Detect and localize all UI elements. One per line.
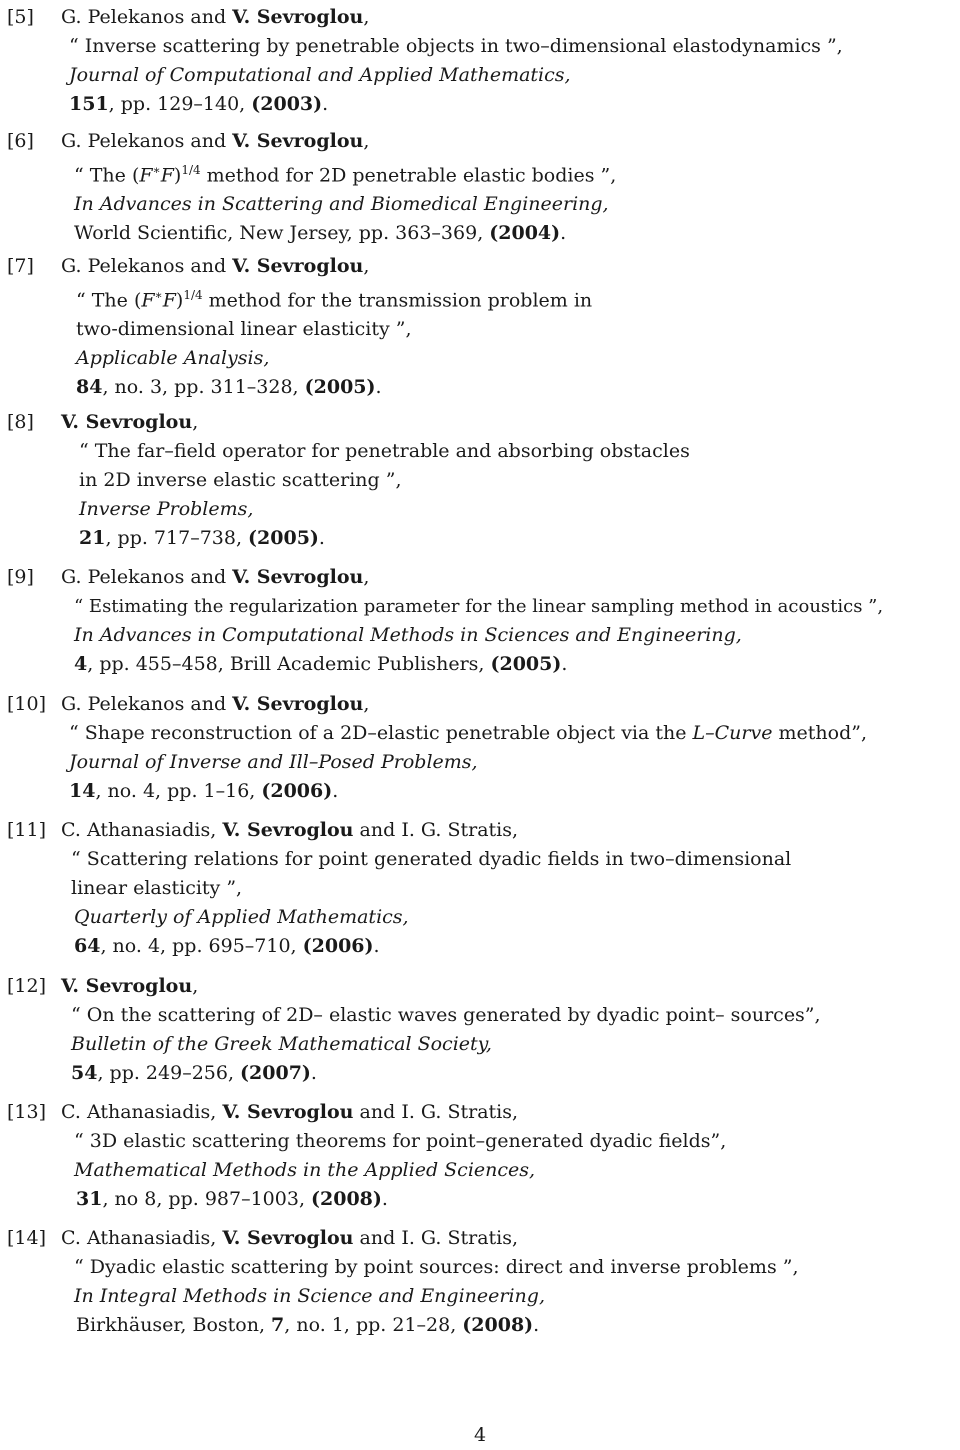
- reference-number: [8]: [7, 411, 34, 433]
- reference-number: [9]: [7, 566, 34, 588]
- reference-number: [7]: [7, 255, 34, 277]
- reference-body: [61, 1098, 726, 1214]
- reference-journal: In Integral Methods in Science and Engineering,: [74, 1285, 545, 1307]
- reference-title: “ 3D elastic scattering theorems for point–generated dyadic fields”,: [74, 1130, 727, 1152]
- reference-citation: 54, pp. 249–256, (2007).: [71, 1062, 317, 1084]
- reference-title-continued: linear elasticity ”,: [71, 877, 243, 899]
- reference-journal: Journal of Inverse and Ill–Posed Problems,: [69, 751, 478, 773]
- reference-body: [61, 3, 843, 119]
- reference-number: [11]: [7, 819, 47, 841]
- reference-title-continued: in 2D inverse elastic scattering ”,: [79, 469, 402, 491]
- reference-title: “ The $(F^∗F)^{1/4}$ method for 2D penetrable elastic bodies ”,: [74, 163, 617, 187]
- reference-journal: Mathematical Methods in the Applied Sciences,: [74, 1159, 536, 1181]
- reference-authors: C. Athanasiadis, V. Sevroglou and I. G. Stratis,: [61, 1227, 519, 1249]
- reference-citation: 64, no. 4, pp. 695–710, (2006).: [74, 935, 380, 957]
- reference-citation: 21, pp. 717–738, (2005).: [79, 527, 325, 549]
- reference-citation: 31, no 8, pp. 987–1003, (2008).: [76, 1188, 388, 1210]
- reference-citation: 4, pp. 455–458, Brill Academic Publishers, (2005).: [74, 653, 568, 675]
- reference-citation: 14, no. 4, pp. 1–16, (2006).: [69, 780, 339, 802]
- reference-body: [61, 972, 821, 1088]
- reference-authors: G. Pelekanos and V. Sevroglou,: [61, 255, 370, 277]
- reference-journal: Quarterly of Applied Mathematics,: [74, 906, 409, 928]
- reference-citation: 84, no. 3, pp. 311–328, (2005).: [76, 376, 382, 399]
- reference-authors: C. Athanasiadis, V. Sevroglou and I. G. Stratis,: [61, 819, 519, 841]
- reference-authors: C. Athanasiadis, V. Sevroglou and I. G. Stratis,: [61, 1101, 519, 1123]
- reference-authors: V. Sevroglou,: [61, 975, 199, 997]
- reference-number: [6]: [7, 130, 34, 152]
- reference-citation: 151, pp. 129–140, (2003).: [69, 93, 329, 115]
- reference-journal: Journal of Computational and Applied Mathematics,: [69, 64, 571, 86]
- reference-title: “ Dyadic elastic scattering by point sources: direct and inverse problems ”,: [74, 1256, 799, 1278]
- reference-title: “ Estimating the regularization parameter for the linear sampling method in acoustics ”,: [74, 596, 884, 617]
- reference-number: [12]: [7, 975, 47, 997]
- reference-body: [61, 816, 791, 961]
- reference-authors: G. Pelekanos and V. Sevroglou,: [61, 130, 370, 152]
- reference-body: [61, 563, 883, 679]
- reference-citation: World Scientific, New Jersey, pp. 363–369, (2004).: [74, 222, 567, 245]
- reference-body: [61, 408, 690, 553]
- reference-journal: In Advances in Scattering and Biomedical Engineering,: [74, 193, 609, 216]
- reference-journal: Inverse Problems,: [79, 498, 254, 520]
- reference-authors: G. Pelekanos and V. Sevroglou,: [61, 693, 370, 715]
- reference-citation: Birkhäuser, Boston, 7, no. 1, pp. 21–28, (2008).: [76, 1314, 540, 1336]
- reference-title: “ The far–field operator for penetrable and absorbing obstacles: [79, 440, 690, 462]
- reference-journal: Applicable Analysis,: [76, 347, 270, 370]
- reference-authors: G. Pelekanos and V. Sevroglou,: [61, 566, 370, 588]
- reference-title: “ Scattering relations for point generated dyadic fields in two–dimensional: [71, 848, 792, 870]
- reference-body: [61, 252, 592, 402]
- reference-title: “ Shape reconstruction of a 2D–elastic penetrable object via the L–Curve method”,: [69, 722, 868, 744]
- reference-title-continued: two-dimensional linear elasticity ”,: [76, 318, 412, 341]
- reference-body: [61, 127, 616, 248]
- reference-authors: G. Pelekanos and V. Sevroglou,: [61, 6, 370, 28]
- reference-number: [13]: [7, 1101, 47, 1123]
- reference-title: “ Inverse scattering by penetrable objects in two–dimensional elastodynamics ”,: [69, 35, 843, 57]
- reference-body: [61, 1224, 799, 1340]
- reference-body: [61, 690, 867, 806]
- page-number: 4: [473, 1424, 487, 1446]
- reference-journal: In Advances in Computational Methods in Sciences and Engineering,: [74, 624, 742, 646]
- reference-number: [14]: [7, 1227, 47, 1249]
- reference-title: “ On the scattering of 2D– elastic waves generated by dyadic point– sources”,: [71, 1004, 821, 1026]
- reference-title: “ The $(F^∗F)^{1/4}$ method for the transmission problem in: [76, 288, 593, 312]
- reference-journal: Bulletin of the Greek Mathematical Society,: [71, 1033, 492, 1055]
- reference-number: [5]: [7, 6, 34, 28]
- reference-authors: V. Sevroglou,: [61, 411, 199, 433]
- reference-number: [10]: [7, 693, 47, 715]
